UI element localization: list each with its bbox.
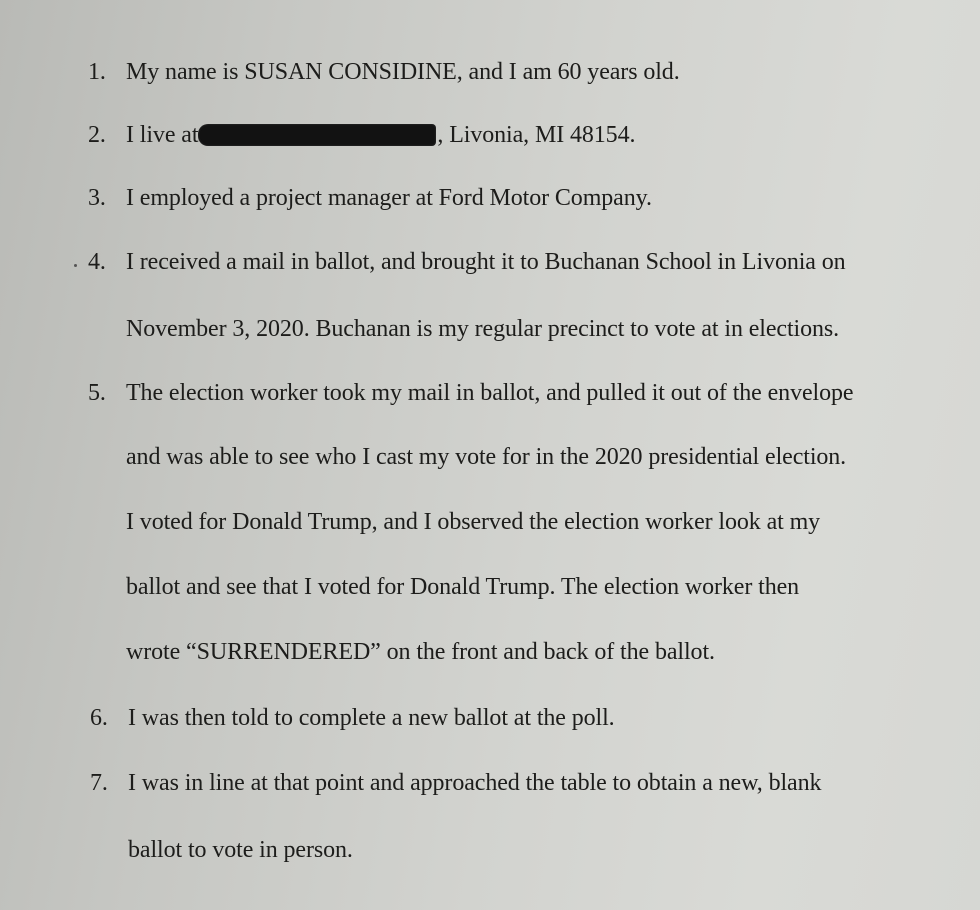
item-line: I voted for Donald Trump, and I observed the election worker look at my	[126, 509, 821, 535]
item-5-continuation	[126, 638, 715, 666]
item-number: 3.	[88, 185, 106, 211]
item-number: 5.	[88, 380, 106, 406]
item-line: and was able to see who I cast my vote for in the 2020 presidential election.	[126, 444, 847, 470]
item-5	[88, 379, 853, 407]
item-number: 6.	[90, 705, 108, 731]
item-1	[88, 58, 680, 86]
item-text-before: I live at	[126, 122, 199, 148]
item-line: November 3, 2020. Buchanan is my regular precinct to vote at in elections.	[126, 316, 840, 342]
item-6	[90, 704, 615, 732]
item-number: 1.	[88, 59, 106, 85]
item-3	[88, 184, 652, 212]
item-7-continuation	[128, 836, 353, 864]
item-line: ballot and see that I voted for Donald Trump. The election worker then	[126, 574, 800, 600]
item-text: I employed a project manager at Ford Motor Company.	[126, 185, 652, 211]
item-5-continuation	[126, 508, 820, 536]
item-line: wrote “SURRENDERED” on the front and back of the ballot.	[126, 639, 715, 665]
item-line: ballot to vote in person.	[128, 837, 353, 863]
item-number: 7.	[90, 770, 108, 796]
item-line: I received a mail in ballot, and brought it to Buchanan School in Livonia on	[126, 249, 846, 275]
item-text: My name is SUSAN CONSIDINE, and I am 60 years old.	[126, 59, 680, 85]
address-redaction	[198, 124, 436, 146]
item-text-after: , Livonia, MI 48154.	[437, 122, 636, 148]
item-2	[88, 121, 635, 149]
item-5-continuation	[126, 443, 846, 471]
item-4-continuation	[126, 315, 839, 343]
item-text: I was then told to complete a new ballot at the poll.	[128, 705, 615, 731]
margin-mark	[74, 264, 77, 267]
item-4	[88, 248, 846, 276]
item-5-continuation	[126, 573, 799, 601]
item-7	[90, 769, 821, 797]
item-number: 4.	[88, 249, 106, 275]
item-line: The election worker took my mail in ballot, and pulled it out of the envelope	[126, 380, 854, 406]
item-line: I was in line at that point and approached the table to obtain a new, blank	[128, 770, 822, 796]
item-number: 2.	[88, 122, 106, 148]
